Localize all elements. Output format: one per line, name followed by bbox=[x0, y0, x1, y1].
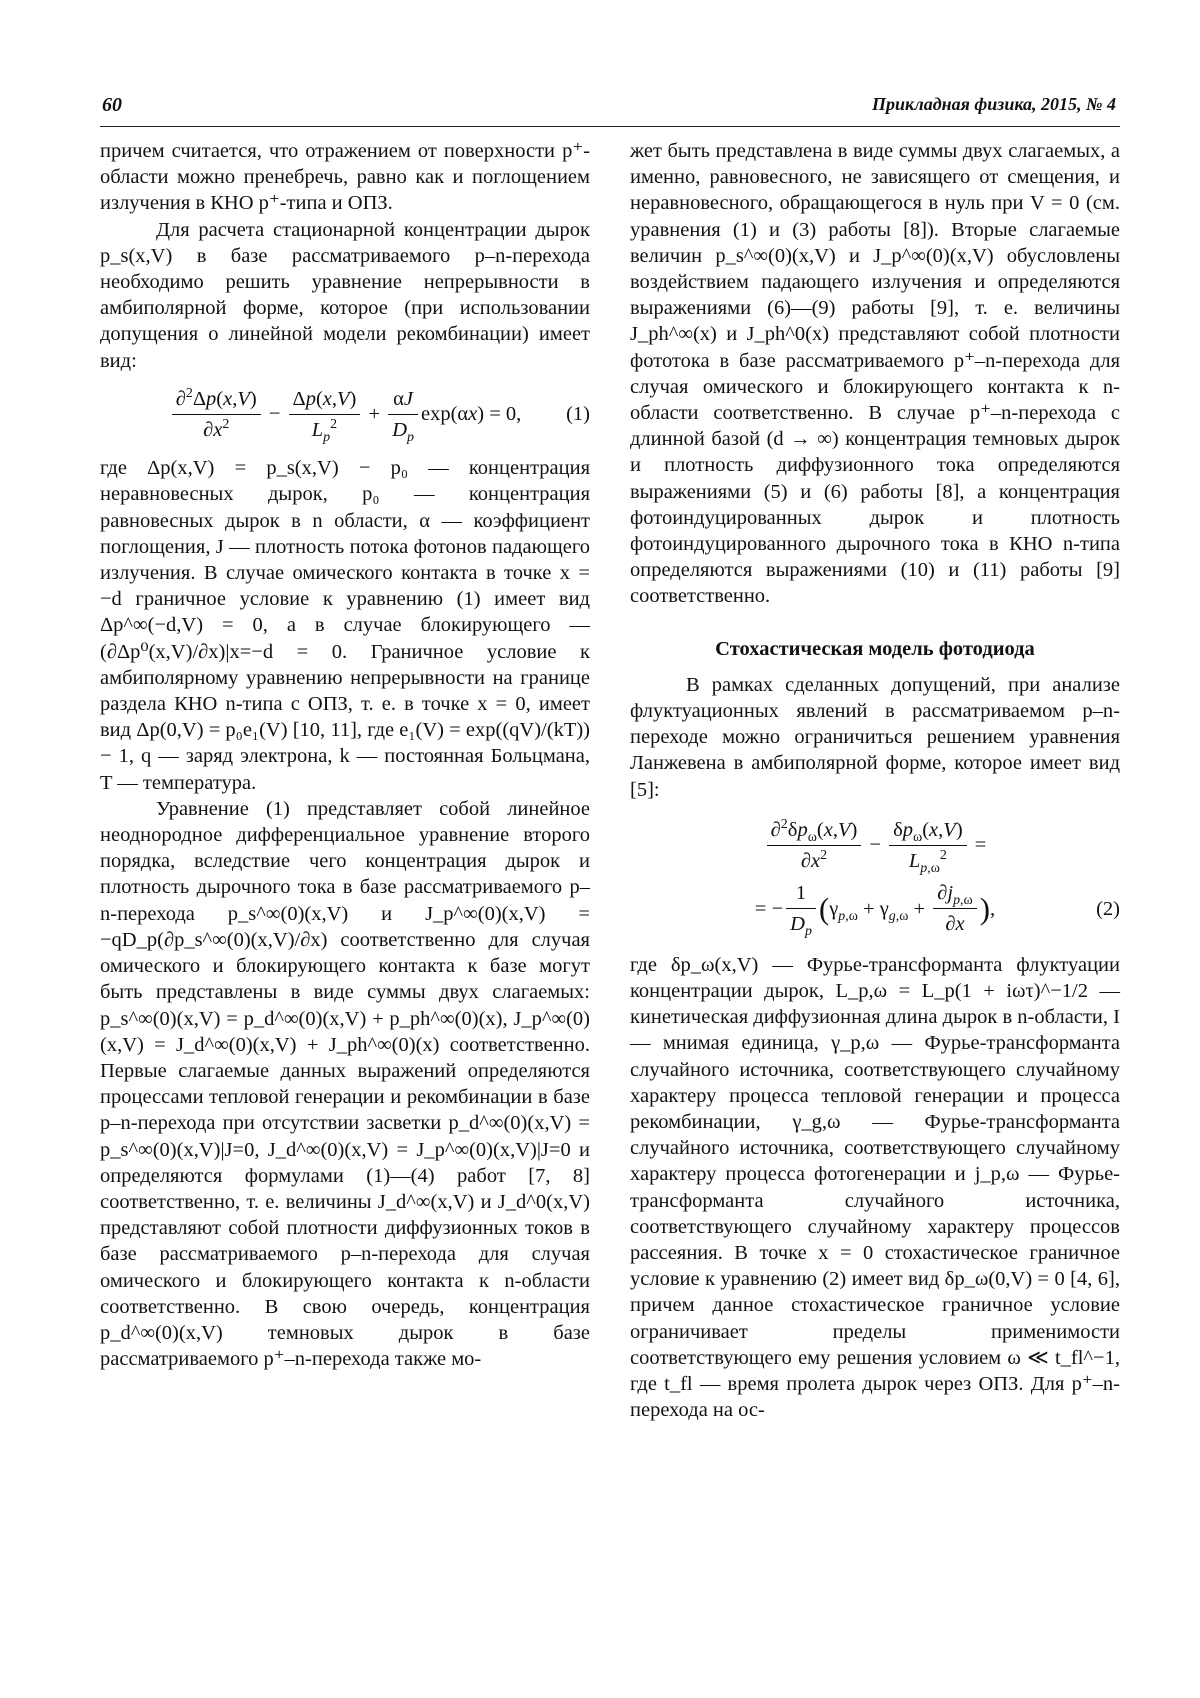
section-title: Стохастическая модель фотодиода bbox=[715, 637, 1035, 660]
paragraph: Для расчета стационарной концентрации дырок p_s(x,V) в базе рассматриваемого p–n-перехода необходимо решить уравнение непрерывности в амбиполярной форме, которое (при использовании допущения о линейной модели рекомбинации) имеет вид: bbox=[100, 218, 590, 372]
paragraph: причем считается, что отражением от поверхности p⁺-области можно пренебречь, равно как и поглощением излучения в КНО p⁺-типа и ОПЗ. bbox=[100, 140, 590, 215]
paragraph: В рамках сделанных допущений, при анализе флуктуационных явлений в рассматриваемом p–n-переходе можно ограничиться решением уравнения Ланжевена в амбиполярной форме, которое имеет вид [5]: bbox=[630, 673, 1120, 801]
equation-1: $\frac{\partial^2\Delta p(x,V)}{\partial x^2}$ − $\frac{\Delta p(x,V)}{L_p^2}$ + $\frac{\alpha J}{D_p}$ exp(αx) = 0, (1) bbox=[100, 386, 590, 443]
paragraph: где δp_ω(x,V) — Фурье-трансформанта флуктуации концентрации дырок, L_p,ω = L_p(1 + iωτ)^−1/2 — кинетическая диффузионная длина дырок в n-области, I — мнимая единица, γ_p,ω — Фурье-трансформанта случайного источника, соответствующего случайному характеру процесса тепловой генерации и процесса рекомбинации, γ_g,ω — Фурье-трансформанта случайного источника, соответствующего случайному характеру процесса фотогенерации и j_p,ω — Фурье-трансформанта случайного источника, соответствующего случайному характеру процессов рассеяния. В точке x = 0 стохастическое граничное условие к уравнению (2) имеет вид δp_ω(0,V) = 0 [4, 6], причем данное стохастическое граничное условие ограничивает пределы применимости соответствующего ему решения условием ω ≪ t_fl^−1, где t_fl — время пролета дырок через ОПЗ. Для p⁺–n-перехода на ос- bbox=[630, 953, 1120, 1422]
equation-2: $\frac{\partial^2\delta p_\omega(x,V)}{\partial x^2}$ − $\frac{\delta p_\omega(x,V)}{L_{p,\omega}^2}$ = = − $\frac{1}{D_p}$ ( $\gamma_{p,\omega} + \gamma_{g,\omega}$ + $\frac{\partial j_{p,\omega}}{\partial x}$ ) , (2) bbox=[754, 817, 1120, 940]
paragraph: где Δp(x,V) = p_s(x,V) − p₀ — концентрация неравновесных дырок, p₀ — концентрация равновесных дырок в n области, α — коэффициент поглощения, J — плотность потока фотонов падающего излучения. В случае омического контакта в точке x = −d граничное условие к уравнению (1) имеет вид Δp^∞(−d,V) = 0, а в случае блокирующего — (∂Δp⁰(x,V)/∂x)|x=−d = 0. Граничное условие к амбиполярному уравнению непрерывности на границе раздела КНО n-типа с ОПЗ, т. е. в точке x = 0, имеет вид Δp(0,V) = p₀e₁(V) [10, 11], где e₁(V) = exp((qV)/(kT)) − 1, q — заряд электрона, k — постоянная Больцмана, T — температура. bbox=[100, 457, 590, 794]
equation-number: (2) bbox=[1096, 897, 1120, 920]
equation-number: (1) bbox=[566, 403, 590, 426]
journal-title: Прикладная физика, 2015, № 4 bbox=[871, 94, 1116, 114]
paragraph: жет быть представлена в виде суммы двух слагаемых, а именно, равновесного, не зависящего от смещения, и неравновесного, обращающегося в нуль при V = 0 (см. уравнения (1) и (3) работы [8]). Вторые слагаемые величин p_s^∞(0)(x,V) и J_p^∞(0)(x,V) обусловлены воздействием падающего излучения и определяются выражениями (6)—(9) работы [9], т. е. величины J_ph^∞(x) и J_ph^0(x) представляют собой плотности фототока в базе рассматриваемого p⁺–n-перехода для случая омического и блокирующего контакта к n-области соответственно. В случае p⁺–n-перехода с длинной базой (d → ∞) концентрация темновых дырок и плотность диффузионного тока определяются выражениями (5) и (6) работы [8], а концентрация фотоиндуцированных дырок и плотность фотоиндуцированного дырочного тока в КНО n-типа определяются выражениями (10) и (11) работы [9] соответственно. bbox=[630, 140, 1120, 608]
right-column bbox=[630, 138, 1120, 1423]
page-header bbox=[100, 92, 1120, 127]
paragraph: Уравнение (1) представляет собой линейное неоднородное дифференциальное уравнение второго порядка, вследствие чего концентрация дырок и плотность дырочного тока в базе рассматриваемого p–n-перехода p_s^∞(0)(x,V) и J_p^∞(0)(x,V) = −qD_p(∂p_s^∞(0)(x,V)/∂x) соответственно для случая омического и блокирующего контакта к базе могут быть представлены в виде суммы двух слагаемых: p_s^∞(0)(x,V) = p_d^∞(0)(x,V) + p_ph^∞(0)(x), J_p^∞(0)(x,V) = J_d^∞(0)(x,V) + J_ph^∞(0)(x) соответственно. Первые слагаемые данных выражений определяются процессами тепловой генерации и рекомбинации в базе p–n-перехода при отсутствии засветки p_d^∞(0)(x,V) = p_s^∞(0)(x,V)|J=0, J_d^∞(0)(x,V) = J_p^∞(0)(x,V)|J=0 и определяются формулами (1)—(4) работ [7, 8] соответственно, т. е. величины J_d^∞(x,V) и J_d^0(x,V) представляют собой плотности диффузионных токов в базе рассматриваемого p–n-перехода для случая омического и блокирующего контакта к n-области соответственно. В свою очередь, концентрация p_d^∞(0)(x,V) темновых дырок в базе рассматриваемого p⁺–n-перехода также мо- bbox=[100, 797, 590, 1371]
page-number: 60 bbox=[102, 94, 122, 116]
left-column bbox=[100, 138, 590, 1372]
